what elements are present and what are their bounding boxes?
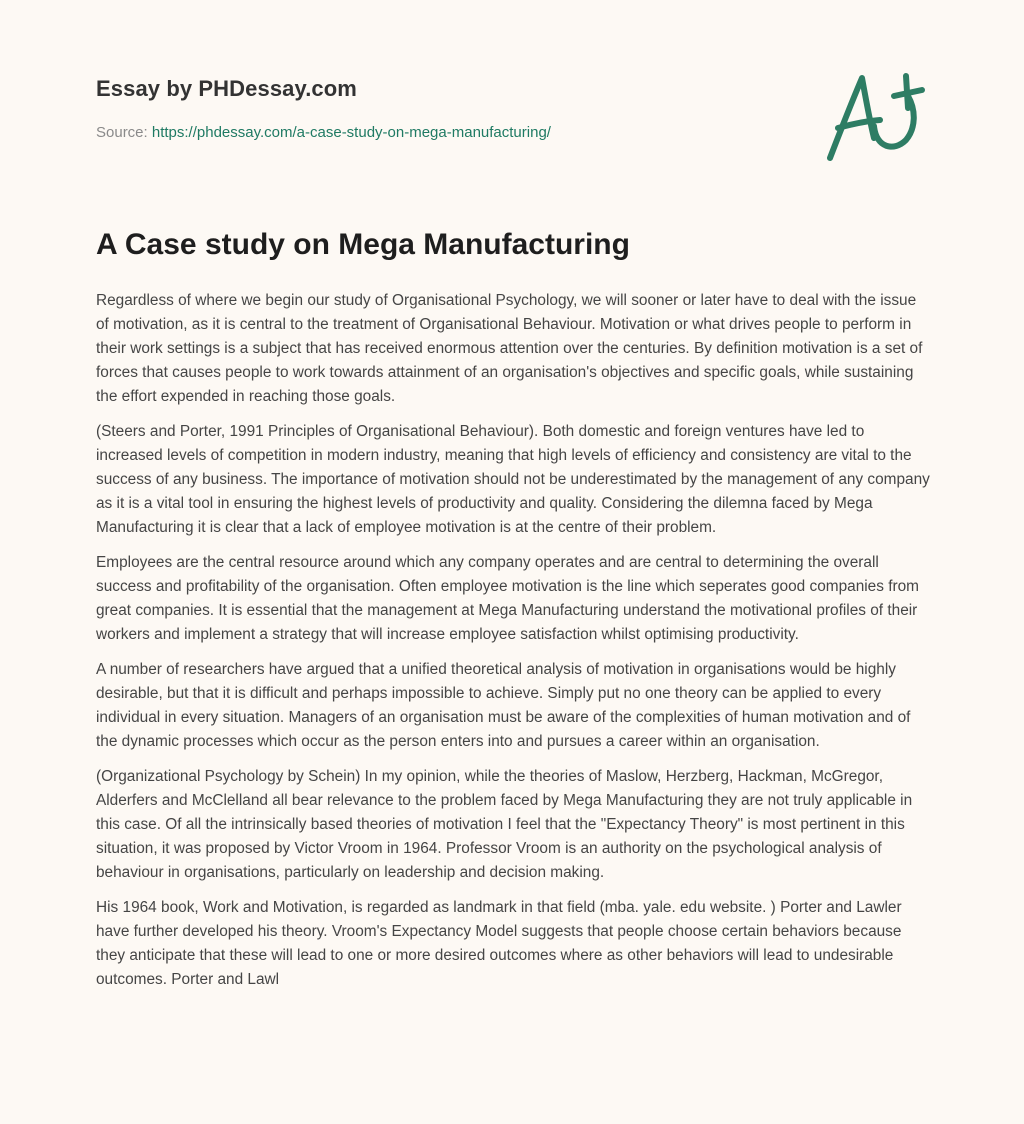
article-paragraph: Employees are the central resource around which any company operates and are central to determining the overall success and profitability of the organisation. Often employee motivation is the line which seperates good companies from great companies. It is essential that the management at Mega Manufacturing understand the motivational profiles of their workers and implement a strategy that will increase employee satisfaction whilst optimising productivity. (96, 554, 919, 643)
article-paragraph: Regardless of where we begin our study of Organisational Psychology, we will sooner or later have to deal with the issue of motivation, as it is central to the treatment of Organisational Behaviour. Motivation or what drives people to perform in their work settings is a subject that has received enormous attention over the centuries. By definition motivation is a set of forces that causes people to work towards attainment of an organisation's objectives and specific goals, while sustaining the effort expended in reaching those goals. (96, 292, 923, 405)
site-title: Essay by PHDessay.com (96, 76, 357, 101)
source-line (96, 124, 551, 141)
article-paragraph: A number of researchers have argued that a unified theoretical analysis of motivation in organisations would be highly desirable, but that it is difficult and perhaps impossible to achieve. Simply put no one theory can be applied to every individual in every situation. Managers of an organisation must be aware of the complexities of human motivation and of the dynamic processes which occur as the person enters into and pursues a career within an organisation. (96, 661, 911, 750)
source-link[interactable]: https://phdessay.com/a-case-study-on-mega-manufacturing/ (151, 124, 551, 141)
page-header (96, 0, 928, 190)
article (96, 224, 932, 1003)
article-title: A Case study on Mega Manufacturing (96, 228, 630, 261)
source-label: Source: (96, 124, 148, 141)
article-paragraph: (Organizational Psychology by Schein) In my opinion, while the theories of Maslow, Herzberg, Hackman, McGregor, Alderfers and McClelland all bear relevance to the problem faced by Mega Manufacturing they are not truly applicable in this case. Of all the intrinsically based theories of motivation I feel that the "Expectancy Theory" is most pertinent in this situation, it was proposed by Victor Vroom in 1964. Professor Vroom is an authority on the psychological analysis of behaviour in organisations, particularly on leadership and decision making. (96, 768, 913, 881)
article-paragraph: (Steers and Porter, 1991 Principles of Organisational Behaviour). Both domestic and foreign ventures have led to increased levels of competition in modern industry, meaning that high levels of efficiency and consistency are vital to the success of any business. The importance of motivation should not be underestimated by the management of any company as it is a vital tool in ensuring the highest levels of productivity and quality. Considering the dilemna faced by Mega Manufacturing it is clear that a lack of employee motivation is at the centre of their problem. (96, 423, 930, 536)
article-paragraph: His 1964 book, Work and Motivation, is regarded as landmark in that field (mba. yale. edu website. ) Porter and Lawler have further developed his theory. Vroom's Expectancy Model suggests that people choose certain behaviors because they anticipate that these will lead to one or more desired outcomes where as other behaviors will lead to undesirable outcomes. Porter and Lawl (96, 899, 902, 988)
a-plus-grade-icon (822, 66, 932, 166)
